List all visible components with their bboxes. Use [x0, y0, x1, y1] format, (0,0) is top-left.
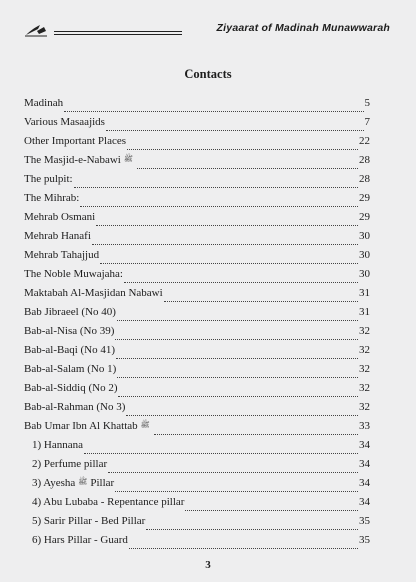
toc-entry-label: [24, 344, 115, 356]
toc-entry-page: 34: [359, 496, 370, 508]
toc-entry-page: 34: [359, 439, 370, 451]
toc-entry[interactable]: [24, 420, 370, 439]
running-title: Ziyaarat of Madinah Munawwarah: [216, 22, 390, 34]
toc-entry-title: 6) Hars Pillar - Guard: [32, 534, 128, 546]
toc-entry-label: [24, 325, 114, 337]
toc-entry[interactable]: [24, 287, 370, 306]
toc-entry-page: 28: [359, 173, 370, 185]
dot-leader: [117, 377, 358, 378]
dot-leader: [146, 529, 358, 530]
toc-entry-title: Bab-al-Baqi (No 41): [24, 344, 116, 356]
toc-entry-label: [24, 249, 99, 261]
toc-entry-page: 31: [359, 287, 370, 299]
toc-entry-page: 32: [359, 401, 370, 413]
toc-entry-page: 31: [359, 306, 370, 318]
toc-entry-title: The Mihrab:: [24, 192, 80, 204]
toc-entry-title: Mehrab Osmani: [24, 211, 96, 223]
toc-entry-title: 1) Hannana: [32, 439, 84, 451]
toc-entry-page: 32: [359, 363, 370, 375]
toc-entry-label: [24, 154, 136, 166]
dot-leader: [117, 320, 358, 321]
toc-entry[interactable]: [24, 496, 370, 515]
toc-entry-label: [32, 534, 128, 546]
toc-entry-page: 29: [359, 211, 370, 223]
toc-entry-title: Bab Jibraeel (No 40): [24, 306, 116, 318]
dot-leader: [80, 206, 358, 207]
toc-entry[interactable]: [24, 382, 370, 401]
dot-leader: [185, 510, 358, 511]
toc-entry-title: 2) Perfume pillar: [32, 458, 108, 470]
toc-entry-page: 22: [359, 135, 370, 147]
toc-entry-label: [24, 401, 125, 413]
toc-entry-title: Mehrab Hanafi: [24, 230, 91, 242]
toc-entry-label: [24, 116, 105, 128]
toc-entry-page: 33: [359, 420, 370, 432]
toc-entry[interactable]: [24, 249, 370, 268]
toc-entry-title: Madinah: [24, 97, 64, 109]
toc-entry-label: [24, 306, 116, 318]
toc-entry-label: [32, 439, 83, 451]
toc-entry-label: [24, 420, 153, 432]
toc-entry-page: 29: [359, 192, 370, 204]
table-of-contents: [24, 97, 370, 553]
toc-entry-label: [24, 268, 123, 280]
dot-leader: [96, 225, 358, 226]
honorific-glyph: ﷺ: [140, 420, 150, 429]
toc-entry-title: Bab-al-Siddiq (No 2): [24, 382, 118, 394]
toc-entry-label: [24, 230, 91, 242]
toc-entry-page: 34: [359, 458, 370, 470]
toc-entry-label: [24, 192, 79, 204]
honorific-glyph: ﷺ: [78, 477, 88, 486]
dot-leader: [129, 548, 358, 549]
toc-entry-label: [24, 97, 63, 109]
toc-entry-title: 4) Abu Lubaba - Repentance pillar: [32, 496, 185, 508]
toc-entry-page: 30: [359, 268, 370, 280]
pen-nib-icon: [24, 22, 48, 38]
header-rule: [54, 31, 182, 35]
dot-leader: [124, 282, 358, 283]
toc-entry[interactable]: [24, 97, 370, 116]
toc-entry-page: 32: [359, 344, 370, 356]
toc-entry-label: [24, 211, 95, 223]
toc-entry-title: 5) Sarir Pillar - Bed Pillar: [32, 515, 146, 527]
dot-leader: [116, 358, 358, 359]
dot-leader: [100, 263, 358, 264]
toc-entry-label: [32, 477, 114, 489]
dot-leader: [108, 472, 358, 473]
toc-entry[interactable]: [24, 116, 370, 135]
toc-entry[interactable]: [24, 363, 370, 382]
dot-leader: [164, 301, 358, 302]
honorific-glyph: ﷺ: [123, 154, 133, 163]
toc-entry[interactable]: [24, 401, 370, 420]
dot-leader: [126, 415, 358, 416]
toc-entry-page: 32: [359, 325, 370, 337]
toc-entry-title: The pulpit:: [24, 173, 73, 185]
toc-entry-title: 3) Ayesha: [32, 477, 76, 489]
toc-entry[interactable]: [24, 154, 370, 173]
toc-entry[interactable]: [24, 135, 370, 154]
toc-entry-page: 28: [359, 154, 370, 166]
toc-entry-page: 30: [359, 249, 370, 261]
toc-entry-label: [24, 135, 126, 147]
toc-entry-title: The Masjid-e-Nabawi: [24, 154, 121, 166]
dot-leader: [92, 244, 358, 245]
dot-leader: [64, 111, 363, 112]
toc-entry[interactable]: [24, 515, 370, 534]
toc-entry-title: Maktabah Al-Masjidan Nabawi: [24, 287, 163, 299]
contents-heading: Contacts: [184, 67, 232, 81]
page-number: 3: [205, 559, 211, 571]
toc-entry[interactable]: [24, 458, 370, 477]
toc-entry-page: 7: [364, 116, 370, 128]
dot-leader: [74, 187, 358, 188]
dot-leader: [154, 434, 358, 435]
toc-entry-label: [24, 173, 73, 185]
toc-entry-title: Other Important Places: [24, 135, 127, 147]
toc-entry-title: Bab-al-Nisa (No 39): [24, 325, 115, 337]
dot-leader: [115, 339, 358, 340]
toc-entry[interactable]: [24, 173, 370, 192]
toc-entry[interactable]: [24, 477, 370, 496]
toc-entry[interactable]: [24, 534, 370, 553]
toc-entry[interactable]: [24, 325, 370, 344]
toc-entry-page: 32: [359, 382, 370, 394]
toc-entry-label: [24, 382, 117, 394]
toc-entry-suffix: Pillar: [90, 477, 115, 489]
toc-entry-label: [32, 458, 107, 470]
dot-leader: [106, 130, 364, 131]
toc-entry[interactable]: [24, 192, 370, 211]
toc-entry-title: Various Masaajids: [24, 116, 105, 128]
dot-leader: [118, 396, 358, 397]
toc-entry-title: Bab-al-Rahman (No 3): [24, 401, 126, 413]
toc-entry-page: 5: [364, 97, 370, 109]
toc-entry[interactable]: [24, 211, 370, 230]
toc-entry-title: The Noble Muwajaha:: [24, 268, 123, 280]
toc-entry-label: [32, 515, 145, 527]
running-header: [24, 22, 390, 42]
toc-entry-page: 35: [359, 534, 370, 546]
dot-leader: [115, 491, 358, 492]
dot-leader: [127, 149, 358, 150]
toc-entry-title: Mehrab Tahajjud: [24, 249, 100, 261]
dot-leader: [137, 168, 358, 169]
toc-entry[interactable]: [24, 439, 370, 458]
dot-leader: [84, 453, 358, 454]
toc-entry-page: 30: [359, 230, 370, 242]
toc-entry[interactable]: [24, 230, 370, 249]
toc-entry-label: [24, 363, 116, 375]
toc-entry-title: Bab-al-Salam (No 1): [24, 363, 117, 375]
toc-entry-page: 34: [359, 477, 370, 489]
toc-entry[interactable]: [24, 344, 370, 363]
toc-entry-page: 35: [359, 515, 370, 527]
toc-entry-label: [24, 287, 163, 299]
toc-entry-label: [32, 496, 184, 508]
toc-entry-title: Bab Umar Ibn Al Khattab: [24, 420, 138, 432]
toc-entry[interactable]: [24, 268, 370, 287]
toc-entry[interactable]: [24, 306, 370, 325]
